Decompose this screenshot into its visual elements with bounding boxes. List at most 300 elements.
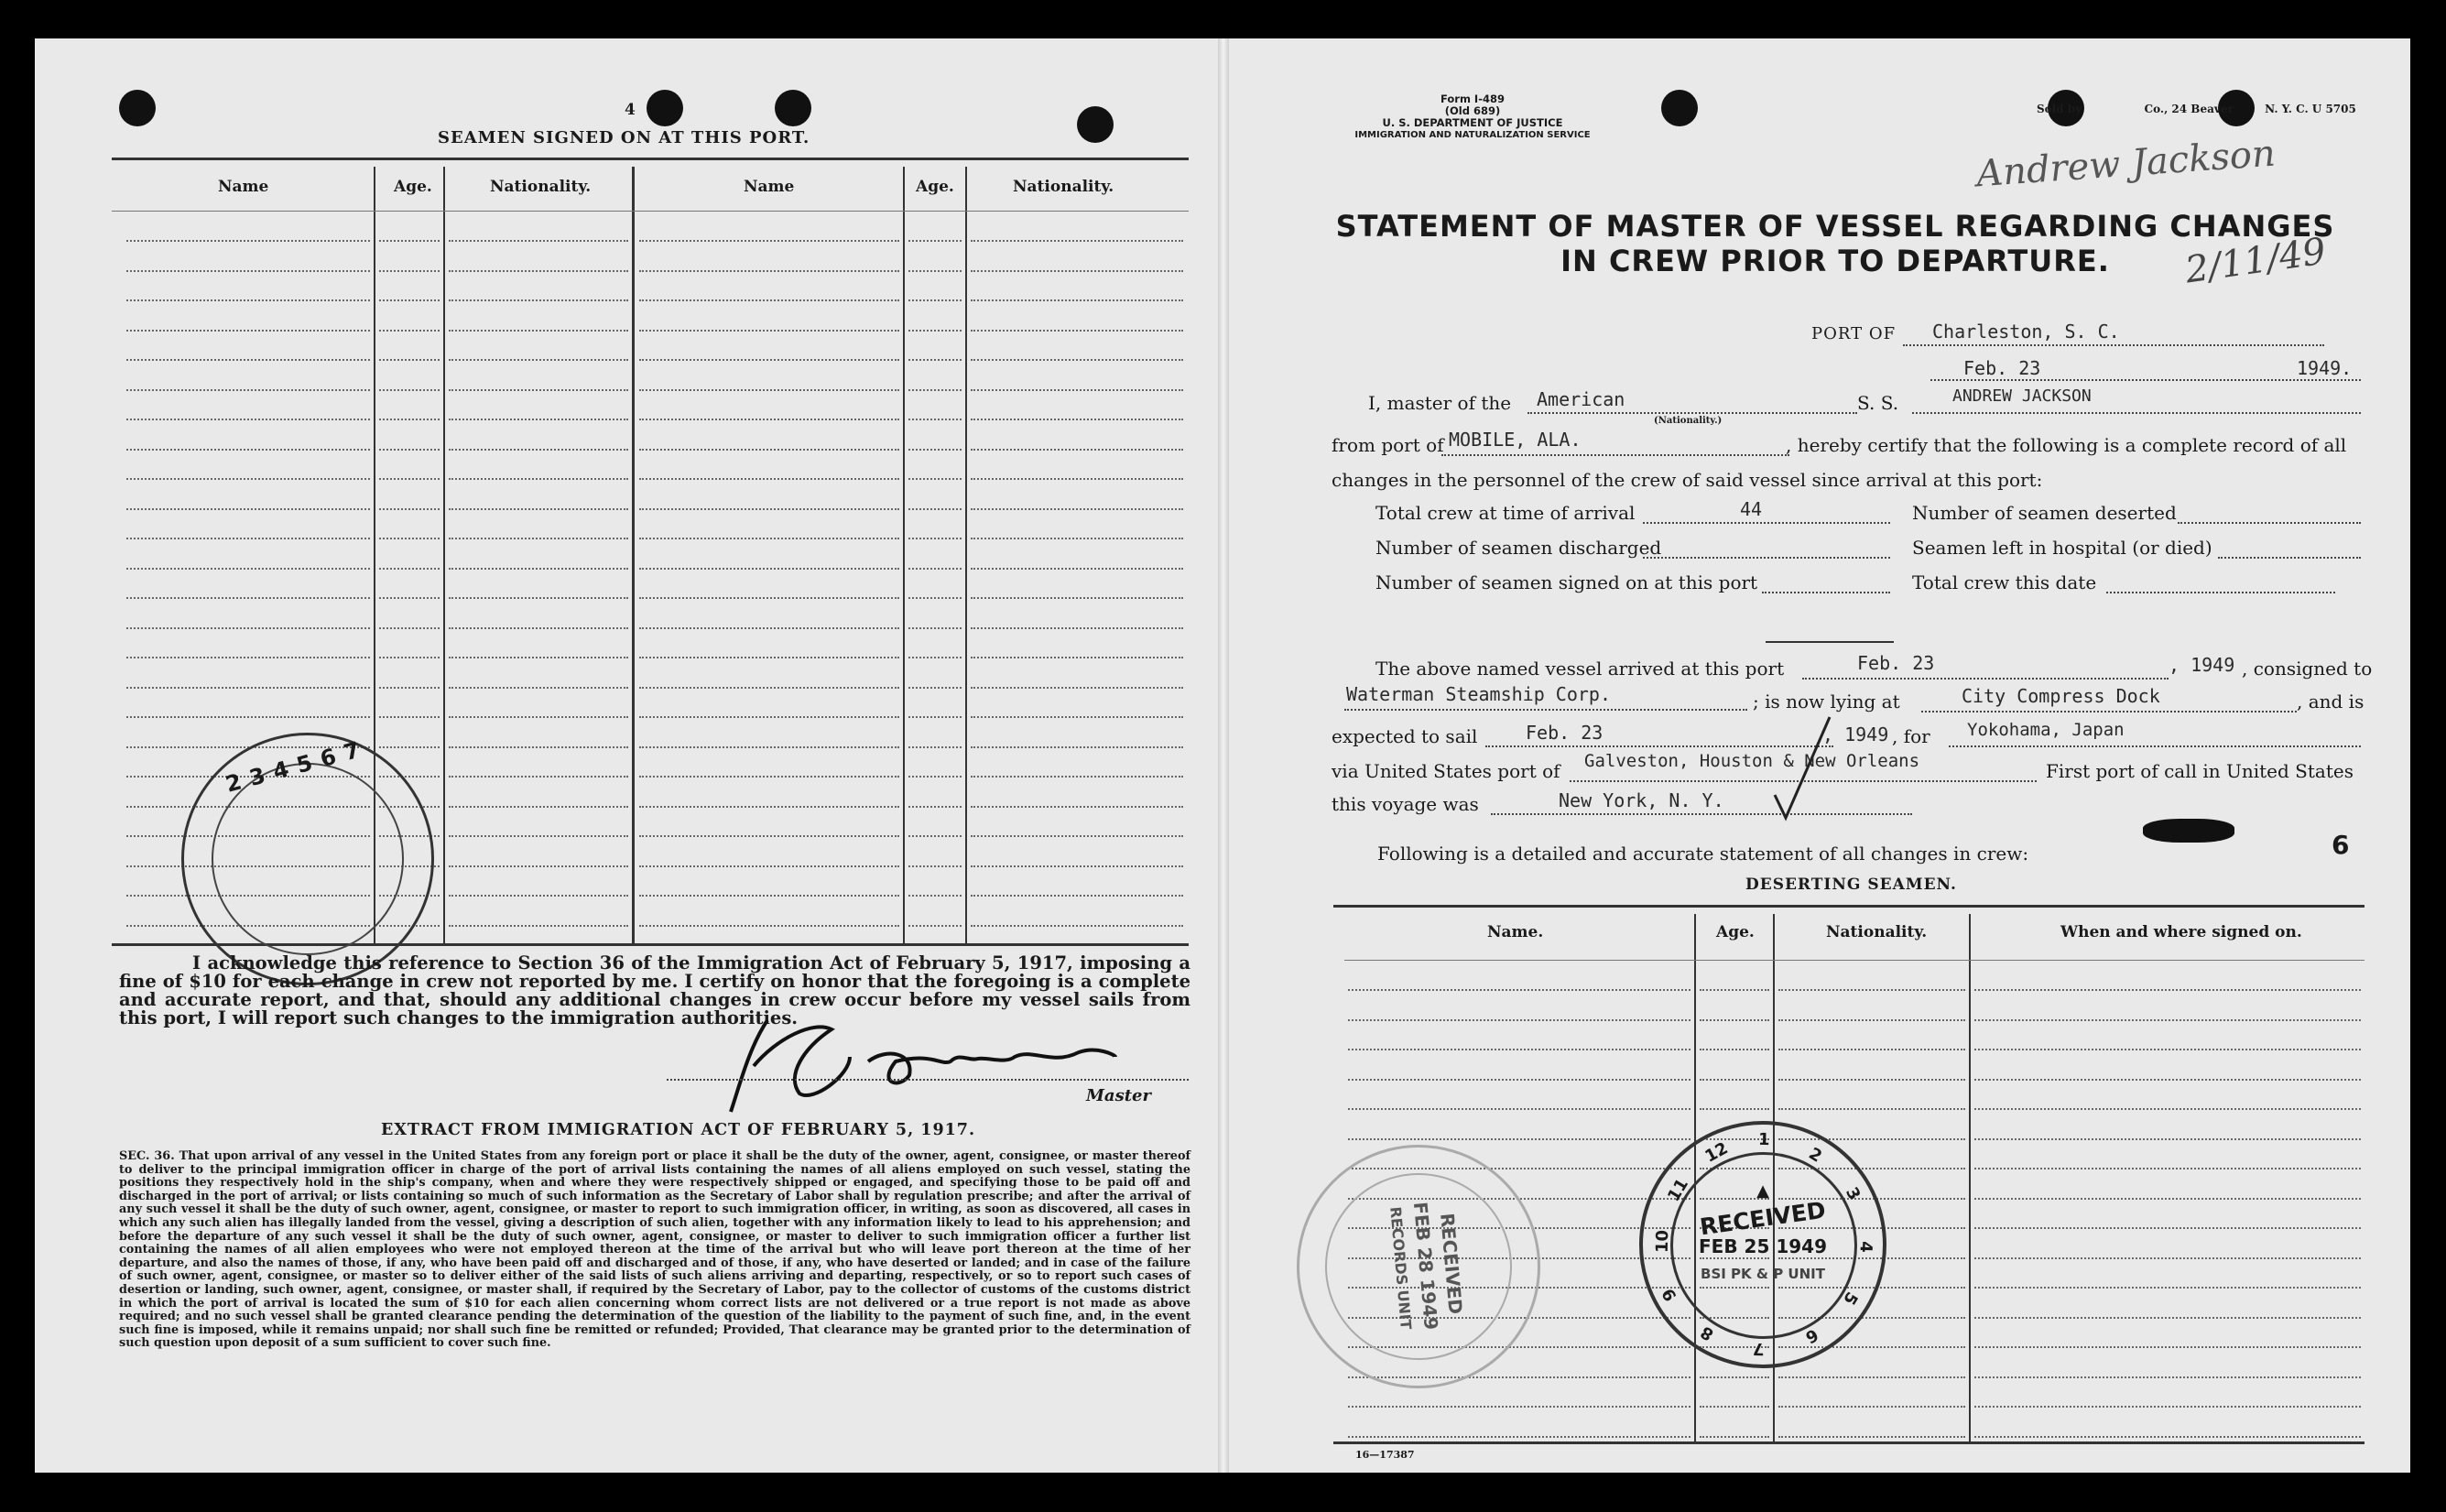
stamp2-received: RECEIVED xyxy=(1436,1212,1467,1315)
table-row-line xyxy=(449,508,628,510)
deserting-row-line xyxy=(1974,1257,2361,1259)
table-row-line xyxy=(908,449,962,451)
table-row-line xyxy=(449,627,628,629)
stamp-digit: 7 xyxy=(341,734,372,767)
department: U. S. DEPARTMENT OF JUSTICE xyxy=(1382,116,1563,129)
table-row-line xyxy=(908,270,962,272)
stat-line xyxy=(1643,522,1890,524)
deserting-row-line xyxy=(1348,1049,1690,1050)
stamp-ring-digit: 10 xyxy=(1652,1230,1673,1254)
table-row-line xyxy=(379,568,440,570)
deserting-row-line xyxy=(1700,1079,1769,1081)
table-row-line xyxy=(379,240,440,242)
deserting-row-line xyxy=(1348,1108,1690,1110)
table-row-line xyxy=(126,478,370,480)
table-row-line xyxy=(379,389,440,391)
table-row-line xyxy=(639,776,899,778)
table-row-line xyxy=(449,538,628,539)
deserting-row-line xyxy=(1974,1406,2361,1408)
port-line xyxy=(1903,344,2324,346)
table-row-line xyxy=(639,925,899,927)
stamp-digit: 5 xyxy=(293,747,324,779)
table-row-line xyxy=(971,299,1183,301)
stamp-received: RECEIVED xyxy=(1698,1196,1828,1241)
deserting-row-line xyxy=(1778,1019,1965,1021)
stat-line xyxy=(2178,522,2361,524)
col-header-name: Name xyxy=(218,178,269,196)
from-port-value: MOBILE, ALA. xyxy=(1449,429,1582,451)
stamp-ring-digit: 9 xyxy=(1658,1284,1681,1304)
col-rule xyxy=(443,167,445,943)
following-text: Following is a detailed and accurate statement of all changes in crew: xyxy=(1377,843,2029,865)
table-row-line xyxy=(126,330,370,332)
table-row-line xyxy=(908,687,962,689)
table-row-line xyxy=(639,449,899,451)
table-row-line xyxy=(639,746,899,748)
col-rule xyxy=(903,167,905,943)
arrived-label: The above named vessel arrived at this port xyxy=(1375,658,1785,680)
table-row-line xyxy=(971,657,1183,658)
table-row-line xyxy=(126,627,370,629)
table-row-line xyxy=(908,240,962,242)
col-header-name-2: Name xyxy=(744,178,795,196)
table-row-line xyxy=(449,478,628,480)
table-row-line xyxy=(971,627,1183,629)
received-stamp xyxy=(1639,1121,1886,1368)
service: IMMIGRATION AND NATURALIZATION SERVICE xyxy=(1354,130,1591,140)
table-row-line xyxy=(639,865,899,867)
footer-code: 16—17387 xyxy=(1355,1449,1415,1461)
table-row-line xyxy=(908,538,962,539)
nationality-caption: (Nationality.) xyxy=(1654,416,1723,426)
master-of-label: I, master of the xyxy=(1368,392,1512,414)
deserting-row-line xyxy=(1974,1317,2361,1319)
table-row-line xyxy=(971,270,1183,272)
stat-underline xyxy=(1766,641,1894,643)
stat-line xyxy=(2218,557,2361,559)
section-36-text: SEC. 36. That upon arrival of any vessel in the United States from any foreign port or place it shall be the duty of the owner, agent, consignee, or master thereof to deliver to the principal immigration officer in charge of the port of arrival lists containing the names of all aliens employed on such vessel, stating the positions they respectively hold in the ship's company, when and where they were respectively shipped or engaged, and specifying those to be paid off and discharged in the port of arrival; or lists containing so much of such information as the Secretary of Labor shall by regulation prescribe; and after the arrival of any such vessel it shall be the duty of such owner, agent, consignee, or master to report to such immigration officer, in writing, as soon as discovered, all cases in which any such alien has illegally landed from the vessel, giving a description of such alien, together with any information likely to lead to his apprehension; and before the departure of any such vessel it shall be the duty of such owner, agent, consignee, or master to deliver to such immigration officer a further list containing the names of all alien employees who were not employed thereon at the time of the arrival but who will leave port thereon at the time of her departure, and also the names of those, if any, who have been paid off and discharged and of those, if any, who have deserted or landed; and in case of the failure of such owner, agent, consignee, or master so to deliver either of the said lists of such aliens arriving and departing, respectively, or so to report such cases of desertion or landing, such owner, agent, consignee, or master shall, if required by the Secretary of Labor, pay to the collector of customs of the customs district in which the port of arrival is located the sum of $10 for each alien concerning whom correct lists are not delivered or a true report is not made as above required; and no such vessel shall be granted clearance pending the determination of the question of the liability to the payment of such fine, and, in the event such fine is imposed, while it remains unpaid; nor shall such fine be remitted or refunded; Provided, That clearance may be granted prior to the determination of such question upon deposit of a sum sufficient to cover such fine. xyxy=(119,1149,1190,1351)
stat-total-arrival-label: Total crew at time of arrival xyxy=(1375,502,1636,524)
stat-line xyxy=(2106,592,2335,593)
stat-line xyxy=(1762,592,1890,593)
table-row-line xyxy=(126,568,370,570)
table-row-line xyxy=(449,835,628,837)
table-row-line xyxy=(639,419,899,420)
voyage-label: this voyage was xyxy=(1332,793,1479,815)
table-row-line xyxy=(908,925,962,927)
table-row-line xyxy=(639,568,899,570)
table-row-line xyxy=(971,419,1183,420)
deserting-bottom-rule xyxy=(1333,1441,2364,1444)
table-row-line xyxy=(126,687,370,689)
table-row-line xyxy=(639,687,899,689)
ss-label: S. S. xyxy=(1857,392,1899,414)
table-row-line xyxy=(126,657,370,658)
col-header-nationality: Nationality. xyxy=(490,178,592,196)
col-header-age-2: Age. xyxy=(916,178,954,196)
stamp-date: FEB 25 1949 xyxy=(1699,1235,1827,1257)
punch-hole xyxy=(647,90,683,126)
table-row-line xyxy=(908,359,962,361)
deserting-header-rule xyxy=(1344,960,2364,961)
date-value: Feb. 23 xyxy=(1963,357,2041,379)
table-row-line xyxy=(449,449,628,451)
stamp-ring-digit: 6 xyxy=(1801,1324,1821,1347)
table-row-line xyxy=(449,389,628,391)
table-row-line xyxy=(379,478,440,480)
table-row-line xyxy=(971,716,1183,718)
deserting-heading: DESERTING SEAMEN. xyxy=(1745,876,1957,894)
deserting-row-line xyxy=(1700,1019,1769,1021)
punch-hole xyxy=(775,90,811,126)
sold-by-note xyxy=(2037,103,2356,115)
via-label: via United States port of xyxy=(1332,760,1560,782)
consignee-value: Waterman Steamship Corp. xyxy=(1346,683,1611,705)
deserting-row-line xyxy=(1778,989,1965,991)
table-row-line xyxy=(908,627,962,629)
table-row-line xyxy=(126,508,370,510)
table-row-line xyxy=(449,240,628,242)
table-row-line xyxy=(908,389,962,391)
table-row-line xyxy=(639,330,899,332)
table-row-line xyxy=(971,746,1183,748)
table-row-line xyxy=(449,597,628,599)
nationality-value: American xyxy=(1537,388,1625,410)
deserting-row-line xyxy=(1778,1049,1965,1050)
table-row-line xyxy=(126,359,370,361)
table-row-line xyxy=(379,508,440,510)
form-id: Form I-489 xyxy=(1440,92,1505,105)
table-row-line xyxy=(126,389,370,391)
stamp-arrow-icon: ▲ xyxy=(1756,1181,1769,1201)
deserting-row-line xyxy=(1974,1168,2361,1169)
table-row-line xyxy=(908,330,962,332)
arrived-line xyxy=(1802,678,2169,680)
table-row-line xyxy=(908,806,962,808)
consignee-line xyxy=(1344,709,1747,711)
table-row-line xyxy=(379,330,440,332)
deserting-row-line xyxy=(1348,1436,1690,1438)
table-row-line xyxy=(971,597,1183,599)
table-top-rule xyxy=(112,158,1189,160)
check-mark xyxy=(1756,712,1848,822)
table-row-line xyxy=(379,657,440,658)
from-port-label: from port of xyxy=(1332,434,1444,456)
table-row-line xyxy=(449,746,628,748)
table-row-line xyxy=(971,478,1183,480)
stamp-digit: 6 xyxy=(317,741,348,773)
table-row-line xyxy=(126,299,370,301)
sold-by-label: Sold by xyxy=(2037,103,2082,115)
deserting-row-line xyxy=(1974,1287,2361,1289)
col-header-nationality-2: Nationality. xyxy=(1013,178,1114,196)
col-rule xyxy=(965,167,967,943)
table-row-line xyxy=(126,449,370,451)
table-row-line xyxy=(971,687,1183,689)
deserting-row-line xyxy=(1348,1019,1690,1021)
table-row-line xyxy=(639,627,899,629)
table-row-line xyxy=(379,687,440,689)
table-row-line xyxy=(449,299,628,301)
table-row-line xyxy=(971,568,1183,570)
arrived-year: , 1949 xyxy=(2169,654,2235,676)
deserting-row-line xyxy=(1778,1436,1965,1438)
col-rule xyxy=(632,167,635,943)
table-row-line xyxy=(908,299,962,301)
lying-label: ; is now lying at xyxy=(1753,691,1900,712)
table-row-line xyxy=(379,627,440,629)
port-value: Charleston, S. C. xyxy=(1932,321,2120,343)
table-row-line xyxy=(908,657,962,658)
table-row-line xyxy=(908,835,962,837)
table-row-line xyxy=(126,597,370,599)
lying-line xyxy=(1921,711,2297,712)
stamp-ring-digit: 5 xyxy=(1839,1288,1862,1309)
destination-value: Yokohama, Japan xyxy=(1967,720,2125,740)
punch-hole xyxy=(119,90,156,126)
stat-deserted-label: Number of seamen deserted xyxy=(1912,502,2177,524)
voyage-value: New York, N. Y. xyxy=(1559,789,1724,811)
table-row-line xyxy=(126,240,370,242)
table-row-line xyxy=(639,657,899,658)
vessel-line xyxy=(1912,412,2361,414)
document-sheet xyxy=(35,38,2410,1473)
table-row-line xyxy=(971,835,1183,837)
vessel-name: ANDREW JACKSON xyxy=(1952,386,2092,406)
table-row-line xyxy=(639,716,899,718)
deserting-col-signed-on: When and where signed on. xyxy=(2060,923,2302,941)
table-row-line xyxy=(449,359,628,361)
table-row-line xyxy=(379,597,440,599)
stamp-ring-digit: 7 xyxy=(1753,1338,1766,1359)
deserting-row-line xyxy=(1974,989,2361,991)
stamp-digit: 4 xyxy=(270,754,301,785)
table-row-line xyxy=(971,449,1183,451)
table-row-line xyxy=(449,568,628,570)
table-row-line xyxy=(639,389,899,391)
table-row-line xyxy=(379,449,440,451)
deserting-row-line xyxy=(1700,1406,1769,1408)
punch-hole xyxy=(1661,90,1698,126)
master-signature-line xyxy=(667,1079,1189,1081)
expected-label: expected to sail xyxy=(1332,725,1478,747)
table-row-line xyxy=(449,716,628,718)
from-port-line xyxy=(1441,454,1789,456)
table-row-line xyxy=(449,687,628,689)
deserting-col-rule xyxy=(1969,914,1971,1441)
sold-by-rest: Co., 24 Beaver xyxy=(2144,103,2234,115)
table-row-line xyxy=(126,419,370,420)
sail-date: Feb. 23 xyxy=(1526,722,1603,744)
table-row-line xyxy=(639,270,899,272)
deserting-row-line xyxy=(1700,1049,1769,1050)
handwritten-name: Andrew Jackson xyxy=(1974,132,2277,196)
table-row-line xyxy=(971,508,1183,510)
table-row-line xyxy=(379,359,440,361)
stat-total-arrival-value: 44 xyxy=(1740,498,1763,520)
records-unit-stamp xyxy=(1287,1135,1550,1398)
deserting-row-line xyxy=(1778,1376,1965,1378)
stat-hospital-label: Seamen left in hospital (or died) xyxy=(1912,537,2212,559)
deserting-col-age: Age. xyxy=(1716,923,1755,941)
for-label: , for xyxy=(1892,725,1930,747)
table-row-line xyxy=(971,865,1183,867)
table-row-line xyxy=(639,299,899,301)
stamp-ring-digit: 12 xyxy=(1701,1138,1732,1167)
deserting-row-line xyxy=(1974,1227,2361,1229)
table-row-line xyxy=(449,657,628,658)
table-row-line xyxy=(449,330,628,332)
deserting-row-line xyxy=(1348,1138,1690,1140)
form-title-line-1: STATEMENT OF MASTER OF VESSEL REGARDING CHANGES xyxy=(1335,209,2335,244)
col-header-age: Age. xyxy=(394,178,432,196)
form-title-line-2: IN CREW PRIOR TO DEPARTURE. xyxy=(1560,244,2110,278)
form-title xyxy=(1293,209,2377,278)
table-row-line xyxy=(971,389,1183,391)
deserting-row-line xyxy=(1348,1079,1690,1081)
stamp-digit: 3 xyxy=(246,759,277,791)
table-row-line xyxy=(126,716,370,718)
table-row-line xyxy=(449,925,628,927)
stamp2-date: FEB 28 1949 xyxy=(1408,1201,1443,1332)
table-row-line xyxy=(971,330,1183,332)
header-rule xyxy=(112,211,1189,212)
deserting-row-line xyxy=(1974,1049,2361,1050)
table-row-line xyxy=(379,716,440,718)
stat-discharged-label: Number of seamen discharged xyxy=(1375,537,1662,559)
table-row-line xyxy=(379,419,440,420)
stamp-ring-digit: 8 xyxy=(1697,1322,1717,1345)
certify-text: , hereby certify that the following is a complete record of all xyxy=(1786,434,2347,456)
deserting-row-line xyxy=(1348,1406,1690,1408)
table-row-line xyxy=(908,597,962,599)
table-row-line xyxy=(639,835,899,837)
deserting-top-rule xyxy=(1333,905,2364,908)
voyage-line xyxy=(1491,813,1912,815)
port-label: PORT OF xyxy=(1811,324,1897,343)
table-row-line xyxy=(639,895,899,897)
table-row-line xyxy=(639,508,899,510)
deserting-col-name: Name. xyxy=(1487,923,1544,941)
via-value: Galveston, Houston & New Orleans xyxy=(1584,751,1920,771)
deserting-row-line xyxy=(1974,1376,2361,1378)
redaction-blot xyxy=(2143,819,2234,843)
deserting-row-line xyxy=(1778,1406,1965,1408)
table-row-line xyxy=(449,419,628,420)
table-row-line xyxy=(971,359,1183,361)
deserting-row-line xyxy=(1348,989,1690,991)
and-is-label: , and is xyxy=(2297,691,2364,712)
arrived-date: Feb. 23 xyxy=(1857,652,1935,674)
deserting-row-line xyxy=(1974,1019,2361,1021)
table-row-line xyxy=(908,568,962,570)
table-row-line xyxy=(971,538,1183,539)
table-row-line xyxy=(639,359,899,361)
deserting-row-line xyxy=(1778,1079,1965,1081)
stamp-unit: BSI PK & P UNIT xyxy=(1701,1266,1825,1282)
acknowledgement-text: I acknowledge this reference to Section 36 of the Immigration Act of February 5, 1917, imposing a fine of $10 for each change in crew not reported by me. I certify on honor that the foregoing is a complete and accurate report, and that, should any additional changes in crew occur before my vessel sails from this port, I will report such changes to the immigration authorities. xyxy=(119,952,1190,1028)
deserting-row-line xyxy=(1974,1436,2361,1438)
right-page-number: 6 xyxy=(2332,830,2350,860)
table-row-line xyxy=(971,806,1183,808)
left-page-number: 4 xyxy=(625,101,636,119)
consigned-label: , consigned to xyxy=(2242,658,2373,680)
table-row-line xyxy=(639,478,899,480)
stamp-digit: 2 xyxy=(223,766,254,798)
table-row-line xyxy=(908,478,962,480)
deserting-row-line xyxy=(1974,1198,2361,1200)
table-row-line xyxy=(126,538,370,539)
stamp-ring-digit: 2 xyxy=(1805,1143,1826,1167)
master-label: Master xyxy=(1086,1086,1151,1105)
year-value: 1949. xyxy=(2297,357,2353,379)
deserting-row-line xyxy=(1778,1108,1965,1110)
date-line xyxy=(1930,379,2361,381)
extract-heading: EXTRACT FROM IMMIGRATION ACT OF FEBRUARY 5, 1917. xyxy=(381,1121,976,1139)
stamp-ring-digit: 11 xyxy=(1663,1175,1692,1205)
stat-signed-on-label: Number of seamen signed on at this port xyxy=(1375,571,1758,593)
table-row-line xyxy=(379,270,440,272)
stat-line xyxy=(1643,557,1890,559)
table-row-line xyxy=(639,240,899,242)
stamp2-unit: RECORDS UNIT xyxy=(1386,1205,1415,1331)
deserting-row-line xyxy=(1974,1138,2361,1140)
table-row-line xyxy=(908,746,962,748)
form-header-block xyxy=(1308,93,1637,141)
table-row-line xyxy=(971,925,1183,927)
sold-by-city: N. Y. C. U 5705 xyxy=(2265,103,2356,115)
deserting-col-nationality: Nationality. xyxy=(1826,923,1928,941)
table-row-line xyxy=(908,508,962,510)
table-row-line xyxy=(379,538,440,539)
table-row-line xyxy=(449,865,628,867)
lying-value: City Compress Dock xyxy=(1962,685,2160,707)
sail-year: , 1949 xyxy=(1822,723,1889,745)
table-row-line xyxy=(449,806,628,808)
deserting-row-line xyxy=(1974,1108,2361,1110)
table-row-line xyxy=(449,776,628,778)
table-row-line xyxy=(971,776,1183,778)
deserting-row-line xyxy=(1974,1079,2361,1081)
table-row-line xyxy=(379,299,440,301)
deserting-row-line xyxy=(1700,989,1769,991)
table-row-line xyxy=(379,746,440,748)
table-row-line xyxy=(908,776,962,778)
table-row-line xyxy=(639,538,899,539)
table-row-line xyxy=(908,895,962,897)
nationality-line xyxy=(1527,412,1857,414)
stamp-ring-digit: 1 xyxy=(1757,1129,1770,1150)
deserting-row-line xyxy=(1700,1108,1769,1110)
deserting-row-line xyxy=(1974,1346,2361,1348)
stamp-ring-digit: 4 xyxy=(1855,1240,1875,1253)
destination-line xyxy=(1949,745,2361,747)
table-row-line xyxy=(971,240,1183,242)
deserting-row-line xyxy=(1700,1376,1769,1378)
table-row-line xyxy=(639,597,899,599)
stamp-ring-digit: 3 xyxy=(1842,1184,1864,1204)
seamen-signed-heading: SEAMEN SIGNED ON AT THIS PORT. xyxy=(438,128,810,147)
page-fold xyxy=(1218,38,1229,1473)
stat-total-date-label: Total crew this date xyxy=(1912,571,2097,593)
table-row-line xyxy=(908,716,962,718)
table-row-line xyxy=(639,806,899,808)
punch-hole xyxy=(1077,106,1114,143)
deserting-row-line xyxy=(1700,1436,1769,1438)
changes-text: changes in the personnel of the crew of said vessel since arrival at this port: xyxy=(1332,469,2043,491)
handwritten-date: 2/11/49 xyxy=(2182,230,2329,292)
table-row-line xyxy=(971,895,1183,897)
